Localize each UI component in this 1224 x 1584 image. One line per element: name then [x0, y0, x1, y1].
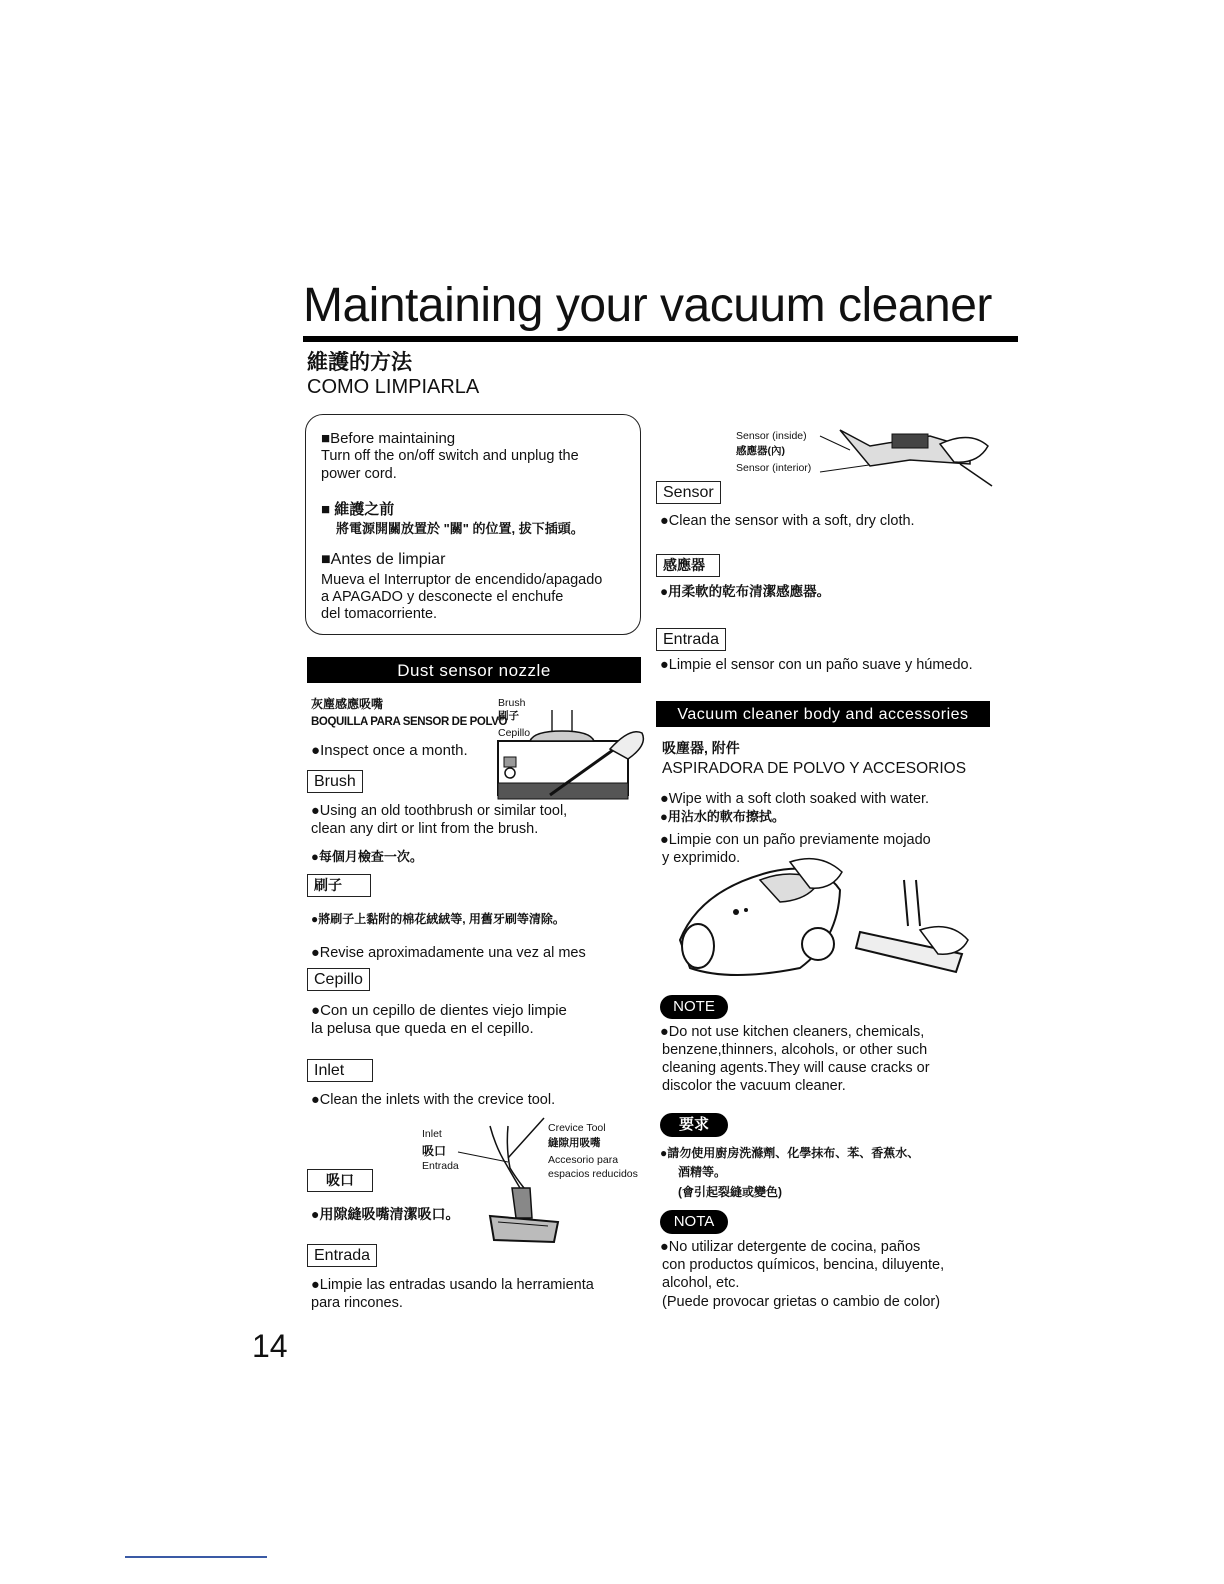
fig-brush-es: Cepillo: [498, 727, 531, 739]
before-en-text-2: power cord.: [321, 466, 397, 482]
page-title: Maintaining your vacuum cleaner: [303, 279, 992, 332]
note-es-4: (Puede provocar grietas o cambio de color): [662, 1294, 941, 1310]
fig-inlet-zh: 吸口: [422, 1144, 447, 1158]
note-en-1: ● Do not use kitchen cleaners, chemicals,: [660, 1023, 924, 1041]
fig-brush-zh: 刷子: [498, 710, 519, 722]
fig-crevice-zh: 縫隙用吸嘴: [548, 1137, 601, 1149]
fig-brush-en: Brush: [498, 697, 526, 709]
sensor-zh-text: ● 用柔軟的乾布清潔感應器。: [660, 583, 830, 601]
dust-es-title: BOQUILLA PARA SENSOR DE POLVO: [311, 716, 508, 728]
before-maintaining-box: [305, 414, 641, 635]
fig-crevice-en: Crevice Tool: [548, 1122, 606, 1134]
body-zh-title: 吸塵器, 附件: [662, 740, 740, 756]
nozzle-illustration: [490, 705, 650, 803]
before-en-heading: ■ Before maintaining: [321, 430, 455, 447]
body-es-title: ASPIRADORA DE POLVO Y ACCESORIOS: [662, 760, 967, 777]
body-es-text-1: ● Limpie con un paño previamente mojado: [660, 831, 931, 849]
sensor-illustration: [820, 420, 995, 492]
before-es-heading: ■ Antes de limpiar: [321, 551, 445, 568]
es-brush-text-2: la pelusa que queda en el cepillo.: [311, 1020, 534, 1037]
es-inlet-text-2: para rincones.: [311, 1295, 403, 1311]
fig-inlet-es: Entrada: [422, 1160, 459, 1172]
before-es-text-3: del tomacorriente.: [321, 606, 438, 622]
note-zh-2: 酒精等。: [678, 1165, 727, 1179]
brush-text-1: ● Using an old toothbrush or similar tool,: [311, 802, 567, 820]
note-zh-3: (會引起裂縫或變色): [678, 1185, 782, 1199]
note-en-4: discolor the vacuum cleaner.: [662, 1078, 846, 1094]
note-en-3: cleaning agents.They will cause cracks or: [662, 1060, 930, 1076]
brush-text-2: clean any dirt or lint from the brush.: [311, 821, 539, 837]
note-label-es: NOTA: [660, 1210, 728, 1234]
note-es-3: alcohol, etc.: [662, 1275, 740, 1291]
body-zh-text: ● 用沾水的軟布擦拭。: [660, 808, 785, 826]
sensor-zh-label: 感應器: [656, 554, 720, 577]
sensor-en-label: Sensor: [656, 481, 721, 504]
title-rule: [303, 336, 1018, 342]
note-zh-1: ● 請勿使用廚房洗滌劑、化學抹布、苯、香蕉水、: [660, 1144, 919, 1162]
subtitle-zh: 維護的方法: [307, 351, 412, 374]
es-brush-label: Cepillo: [307, 968, 370, 991]
dust-inspect-text: ● Inspect once a month.: [311, 742, 468, 760]
fig-crevice-es-1: Accesorio para: [548, 1154, 619, 1166]
fig-sensor-zh: 感應器(內): [736, 445, 785, 457]
dust-zh-title: 灰塵感應吸嘴: [311, 697, 384, 711]
zh-inspect-text: ● 每個月檢查一次。: [311, 848, 423, 866]
brush-label: Brush: [307, 770, 363, 793]
sensor-es-text: ● Limpie el sensor con un paño suave y húmedo.: [660, 656, 973, 674]
inlet-text: ● Clean the inlets with the crevice tool.: [311, 1091, 555, 1109]
fig-sensor-es: Sensor (interior): [736, 462, 812, 474]
sensor-es-label: Entrada: [656, 628, 726, 651]
before-en-text-1: Turn off the on/off switch and unplug the: [321, 448, 579, 464]
fig-crevice-es-2: espacios reducidos: [548, 1168, 638, 1180]
es-brush-text-1: ● Con un cepillo de dientes viejo limpie: [311, 1002, 567, 1020]
fig-inlet-en: Inlet: [422, 1128, 442, 1140]
body-header: Vacuum cleaner body and accessories: [656, 701, 990, 727]
es-inlet-label: Entrada: [307, 1244, 377, 1267]
crevice-tool-illustration: [450, 1118, 560, 1258]
before-es-text-2: a APAGADO y desconecte el enchufe: [321, 589, 564, 605]
note-en-2: benzene,thinners, alcohols, or other such: [662, 1042, 928, 1058]
es-inlet-text-1: ● Limpie las entradas usando la herramienta: [311, 1276, 594, 1294]
inlet-label: Inlet: [307, 1059, 373, 1082]
note-es-2: con productos químicos, bencina, diluyente,: [662, 1257, 945, 1273]
zh-brush-label: 刷子: [307, 874, 371, 897]
note-es-1: ● No utilizar detergente de cocina, paños: [660, 1238, 920, 1256]
zh-inlet-text: ● 用隙縫吸嘴清潔吸口。: [311, 1205, 459, 1223]
subtitle-es: COMO LIMPIARLA: [307, 376, 480, 398]
before-zh-text: 將電源開關放置於 "關" 的位置, 拔下插頭。: [336, 521, 584, 536]
dust-sensor-header: Dust sensor nozzle: [307, 657, 641, 683]
sensor-en-text: ● Clean the sensor with a soft, dry cloth.: [660, 512, 915, 530]
zh-inlet-label: 吸口: [307, 1169, 373, 1192]
es-inspect-text: ● Revise aproximadamente una vez al mes: [311, 944, 586, 962]
fig-sensor-en: Sensor (inside): [736, 430, 807, 442]
vacuum-body-illustration: [670, 850, 980, 985]
zh-brush-text: ● 將刷子上黏附的棉花絨絨等, 用舊牙刷等清除。: [311, 910, 565, 928]
before-es-text-1: Mueva el Interruptor de encendido/apagado: [321, 572, 603, 588]
body-en-text: ● Wipe with a soft cloth soaked with water.: [660, 790, 929, 808]
page-number: 14: [252, 1328, 288, 1364]
body-es-text-2: y exprimido.: [662, 850, 741, 866]
bottom-rule: [125, 1556, 267, 1558]
before-zh-heading: ■ 維護之前: [321, 501, 394, 518]
note-label-en: NOTE: [660, 995, 728, 1019]
note-label-zh: 要求: [660, 1113, 728, 1137]
